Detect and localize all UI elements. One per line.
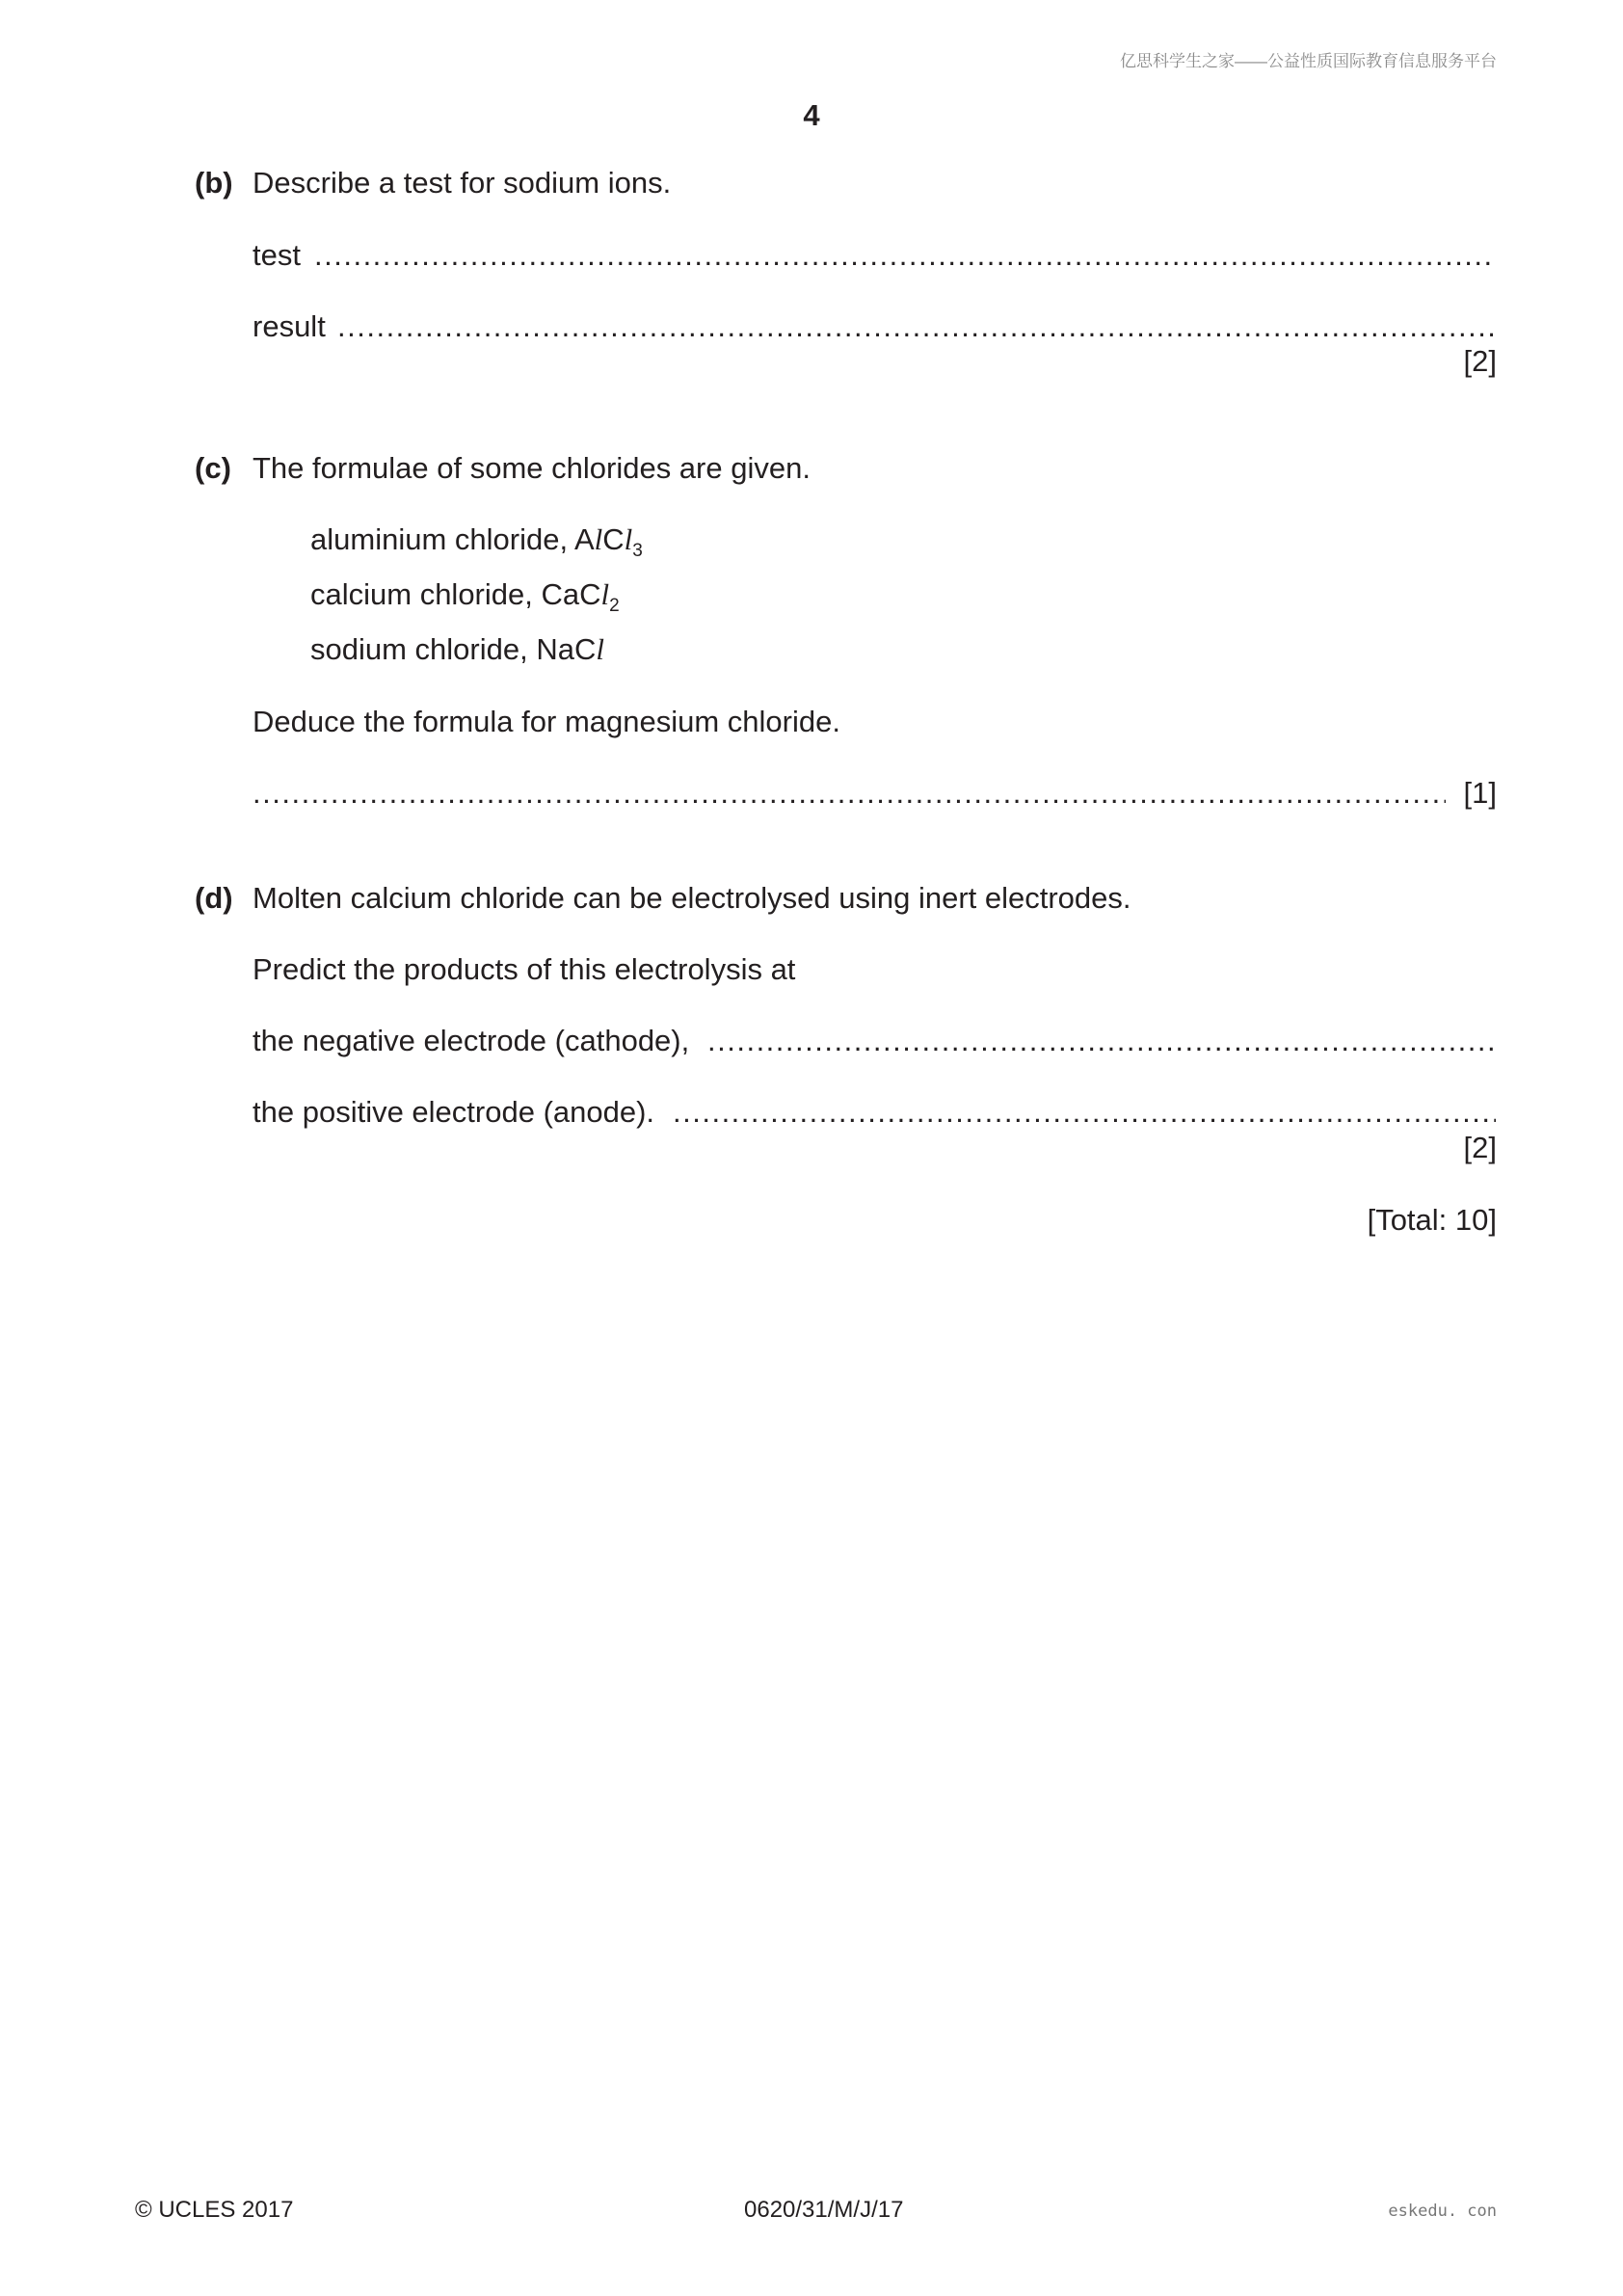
chloride-sodium: [310, 630, 604, 669]
formula-part: A: [573, 522, 595, 556]
formula-part: l: [600, 577, 610, 611]
part-d-predict: Predict the products of this electrolysis at: [253, 952, 796, 986]
test-answer-line[interactable]: [314, 236, 1496, 275]
chloride-name: calcium chloride,: [310, 577, 542, 611]
chloride-name: sodium chloride,: [310, 632, 537, 666]
part-c-question: Deduce the formula for magnesium chloride.: [253, 705, 840, 738]
formula-part: CaC: [541, 577, 601, 611]
cathode-label: the negative electrode (cathode),: [253, 1024, 690, 1057]
anode-label: the positive electrode (anode).: [253, 1095, 655, 1129]
part-c-label: (c): [195, 451, 231, 485]
part-d-marks: [2]: [1463, 1131, 1497, 1164]
part-b-question: Describe a test for sodium ions.: [253, 166, 672, 200]
result-answer-line[interactable]: [337, 307, 1496, 346]
total-marks: [Total: 10]: [1367, 1203, 1497, 1237]
part-c-marks: [1]: [1463, 776, 1497, 810]
result-label: result: [253, 309, 326, 343]
part-c-intro: The formulae of some chlorides are given.: [253, 451, 811, 485]
part-d-label: (d): [195, 881, 233, 915]
footer-copyright: © UCLES 2017: [135, 2197, 294, 2223]
formula-part: l: [594, 522, 603, 556]
footer-site: eskedu. con: [1388, 2202, 1497, 2221]
part-b-marks: [2]: [1463, 344, 1497, 378]
page-number: 4: [803, 98, 820, 132]
chloride-calcium: [310, 575, 620, 626]
chloride-aluminium: [310, 521, 643, 571]
chloride-name: aluminium chloride,: [310, 522, 574, 556]
test-label: test: [253, 238, 301, 272]
part-b-label: (b): [195, 166, 233, 200]
formula-part: C: [602, 522, 625, 556]
formula-answer-line[interactable]: [253, 774, 1446, 813]
footer-paper-code: 0620/31/M/J/17: [744, 2197, 904, 2223]
formula-part: l: [624, 522, 633, 556]
part-d-intro: Molten calcium chloride can be electrolysed using inert electrodes.: [253, 881, 1131, 915]
formula-part: NaC: [536, 632, 597, 666]
formula-subscript: 3: [632, 541, 643, 561]
watermark-text: 亿思科学生之家——公益性质国际教育信息服务平台: [1120, 52, 1497, 70]
anode-answer-line[interactable]: [673, 1093, 1496, 1132]
formula-subscript: 2: [609, 596, 620, 616]
cathode-answer-line[interactable]: [707, 1022, 1496, 1060]
formula-part: l: [596, 632, 604, 666]
